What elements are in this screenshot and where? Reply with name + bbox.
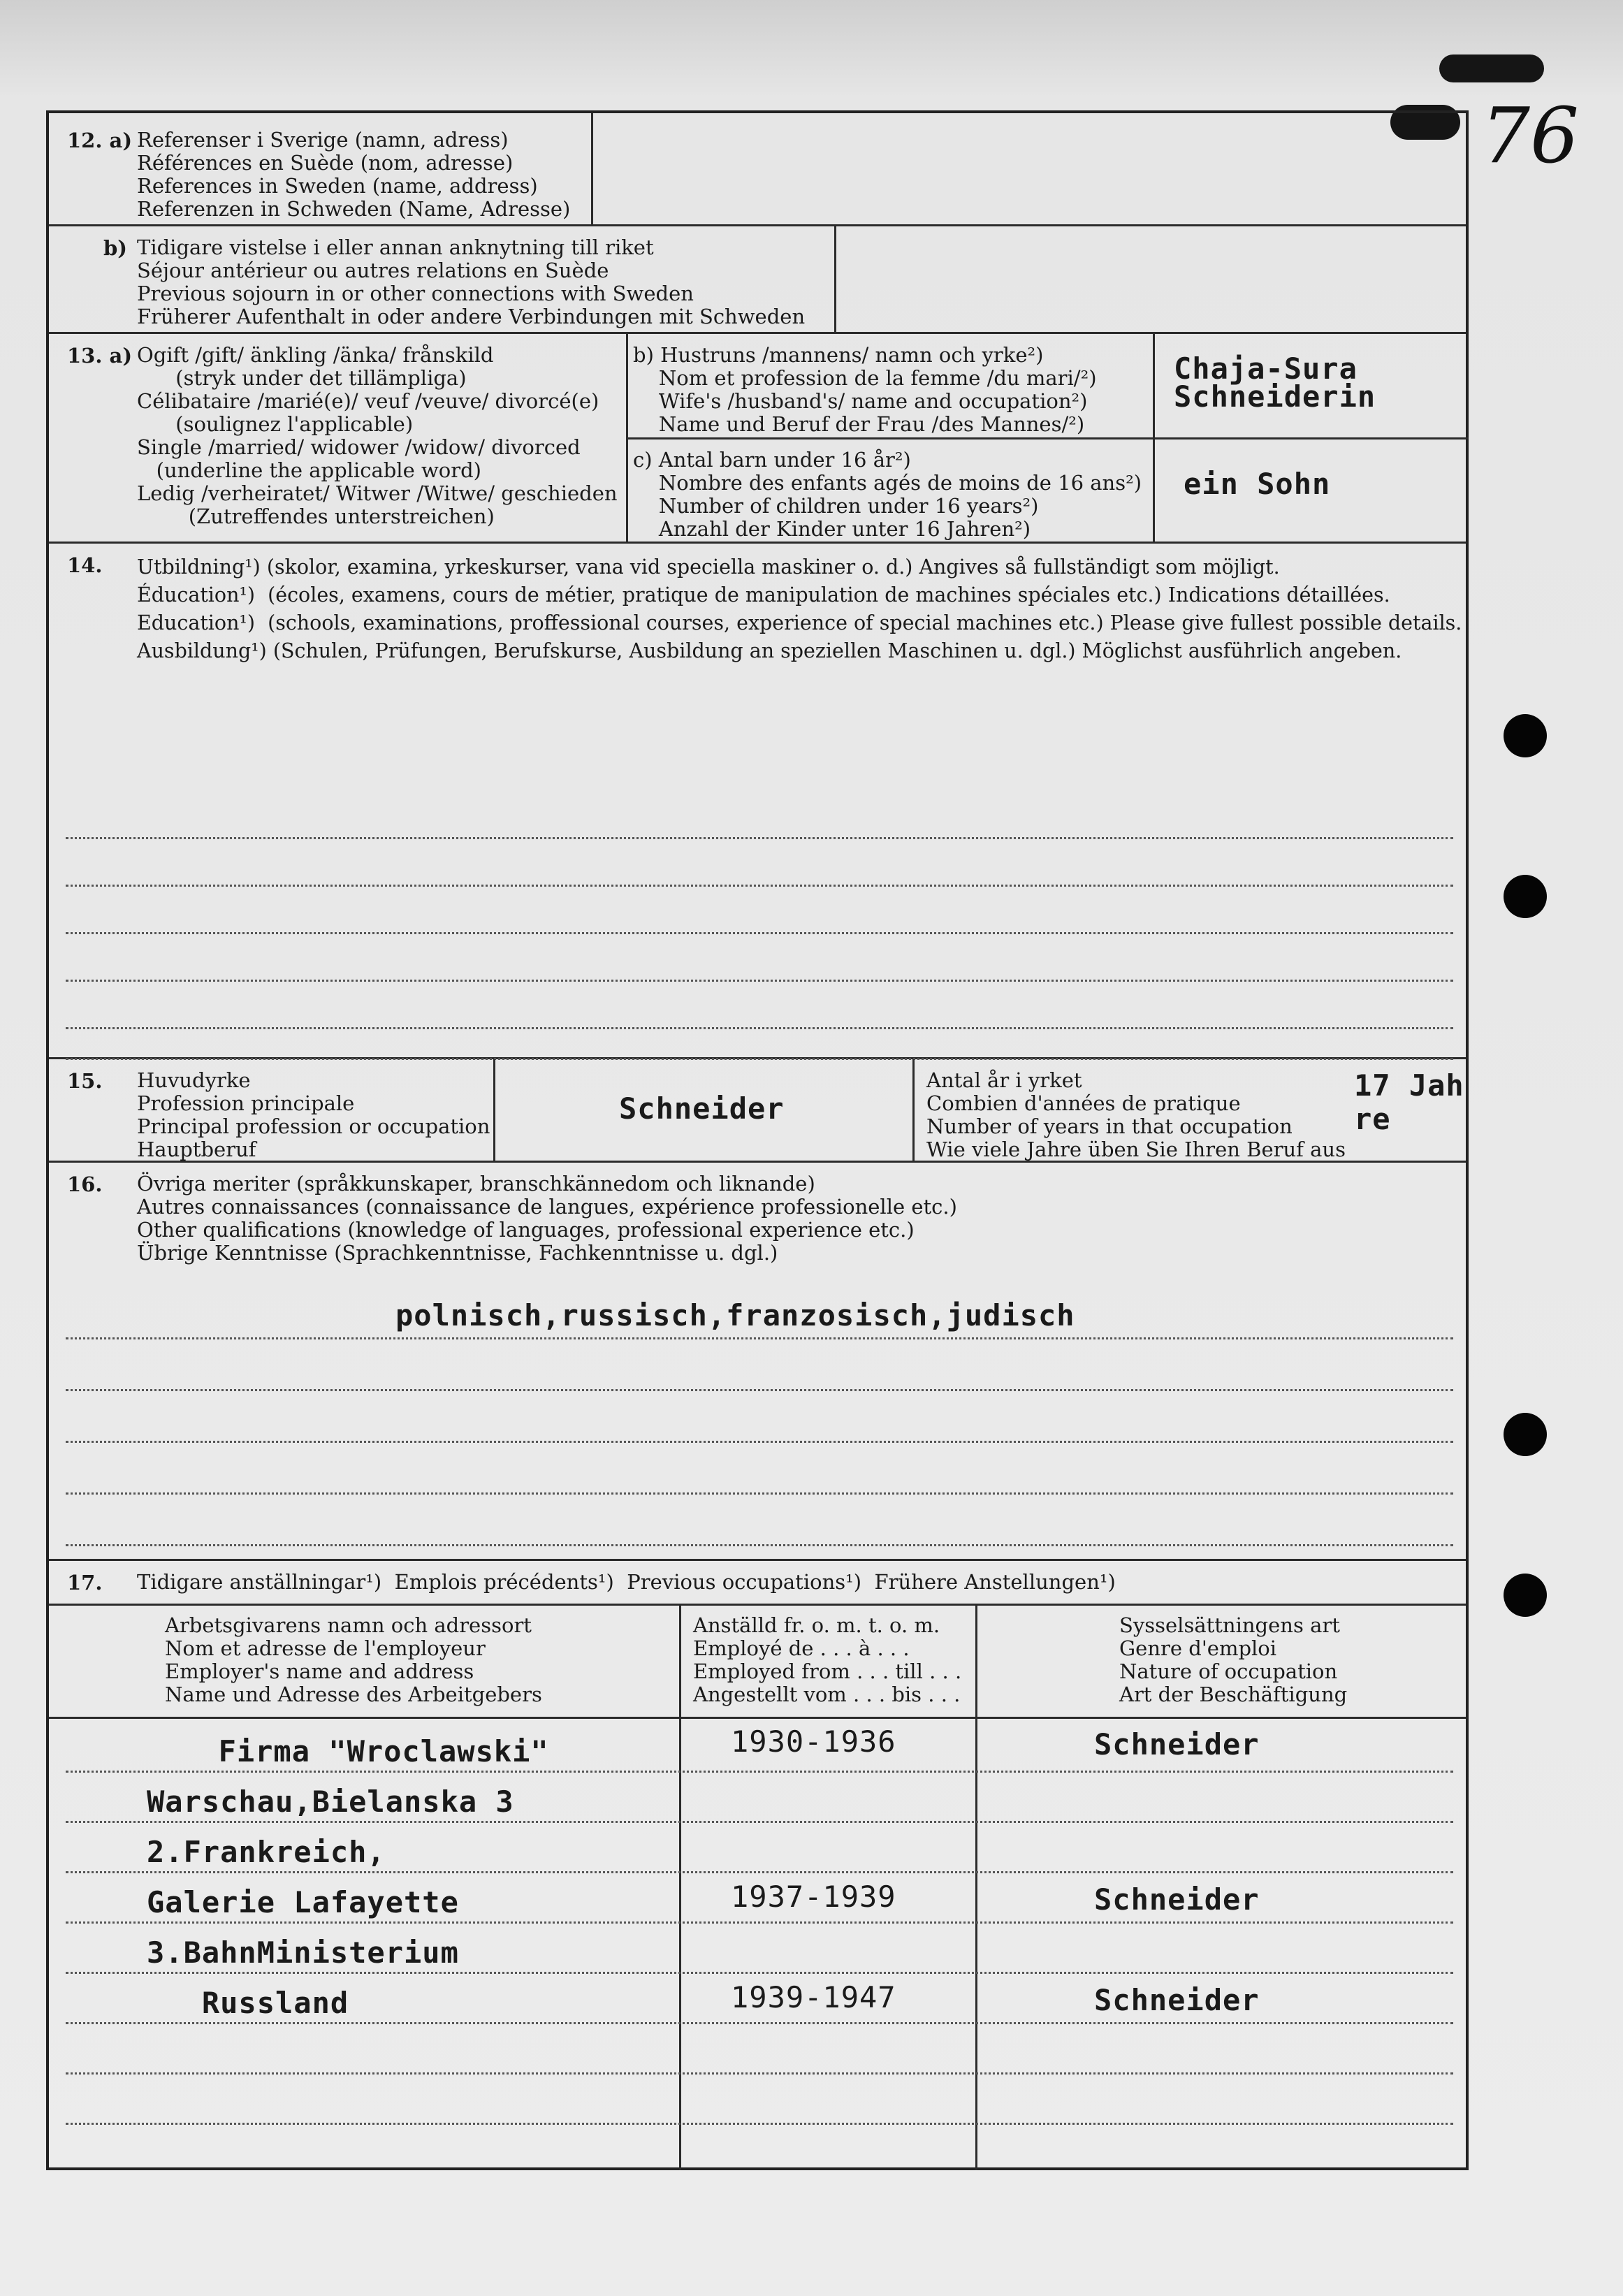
spouse-value: Chaja-Sura Schneiderin (1174, 351, 1376, 414)
other-qualifications-value: polnisch,russisch,franzosisch,judisch (395, 1298, 1075, 1332)
employer-line: Russland (147, 1986, 349, 2020)
section-number: 14. (67, 553, 103, 577)
employer-line: Warschau,Bielanska 3 (147, 1785, 514, 1819)
section-number: 15. (67, 1069, 103, 1093)
fill-line (66, 1441, 1453, 1443)
fill-line (66, 837, 1453, 839)
fill-line (66, 2123, 1453, 2125)
fill-line (66, 980, 1453, 982)
punch-hole (1504, 714, 1547, 757)
section-17-headers (49, 1606, 1466, 1719)
section-17-title (49, 1561, 1466, 1606)
section-12b (49, 226, 1466, 334)
education-label: Utbildning¹) (skolor, examina, yrkeskurser, vana vid speciella maskiner o. d.) Angives så fullständigt som möjligt. Éducation¹) (écoles, examens, cours de métier, pratique de manipulation de machines spéciales etc.) Indications détaillées. Education¹) (schools, examinations, proffessional courses, experience of special machines etc.) Please give fullest possible details. Ausbildung¹) (Schulen, Prüfungen, Berufskurse, Ausbildung an speziellen Maschinen u. dgl.) Möglichst ausführlich angeben. (137, 555, 1462, 662)
punch-hole (1504, 875, 1547, 918)
employer-column-header: Arbetsgivarens namn och adressort Nom et adresse de l'employeur Employer's name and address Name und Adresse des Arbeitgebers (165, 1613, 542, 1706)
occupation-value: Schneider (1094, 1882, 1260, 1917)
section-15 (49, 1059, 1466, 1163)
fill-line (66, 932, 1453, 934)
fill-line (66, 1921, 1453, 1924)
other-qualifications-label: Övriga meriter (språkkunskaper, branschkännedom och liknande) Autres connaissances (connaissance de langues, expérience professionelle etc.) Other qualifications (knowledge of languages, professional experience etc.) Übrige Kenntnisse (Sprachkenntnisse, Fachkenntnisse u. dgl.) (137, 1172, 957, 1265)
fill-line (66, 1871, 1453, 1873)
fill-line (66, 1972, 1453, 1974)
section-16 (49, 1163, 1466, 1561)
employer-line: 3.BahnMinisterium (147, 1935, 459, 1970)
divider (493, 1059, 495, 1161)
section-number: 12. a) (67, 129, 133, 152)
fill-line (66, 1389, 1453, 1391)
years-in-occupation-value: 17 Jah re (1354, 1068, 1464, 1136)
fill-line (66, 1544, 1453, 1546)
divider (912, 1059, 915, 1161)
section-number: 13. a) (67, 344, 133, 368)
divider (591, 113, 593, 225)
section-letter: b) (103, 236, 127, 260)
employer-line: Galerie Lafayette (147, 1885, 459, 1919)
occupation-value: Schneider (1094, 1983, 1260, 2017)
fill-line (66, 1771, 1453, 1773)
section-12a (49, 113, 1466, 226)
principal-profession-value: Schneider (619, 1091, 785, 1126)
divider (626, 437, 1469, 439)
fill-line (66, 1821, 1453, 1823)
fill-line (66, 2072, 1453, 2075)
employment-table-body (49, 1719, 1466, 2170)
spouse-label: b) Hustruns /mannens/ namn och yrke²) Nom et profession de la femme /du mari/²) Wife's /husband's/ name and occupation²) Name und Beruf der Frau /des Mannes/²) (633, 343, 1097, 436)
previous-sojourn-label: Tidigare vistelse i eller annan anknytning till riket Séjour antérieur ou autres relations en Suède Previous sojourn in or other connections with Sweden Früherer Aufenthalt in oder andere Verbindungen mit Schweden (137, 235, 806, 328)
employer-line: 2.Frankreich, (147, 1835, 386, 1869)
fill-line (66, 2022, 1453, 2024)
occupation-column-header: Sysselsättningens art Genre d'emploi Nature of occupation Art der Beschäftigung (1119, 1613, 1348, 1706)
marital-status-label: Ogift /gift/ änkling /änka/ frånskild (stryk under det tillämpliga) Célibataire /marié(e)/ veuf /veuve/ divorcé(e) (soulignez l'applicable) Single /married/ widower /widow/ divorced (underline the applicable word) Ledig /verheiratet/ Witwer /Witwe/ geschieden (Zutreffendes unterstreichen) (137, 343, 618, 528)
children-value: ein Sohn (1184, 467, 1331, 501)
punch-hole (1504, 1413, 1547, 1456)
employment-period: 1939-1947 (731, 1980, 896, 2014)
employer-line: Firma "Wroclawski" (182, 1734, 549, 1768)
children-label: c) Antal barn under 16 år²) Nombre des enfants agés de moins de 16 ans²) Number of children under 16 years²) Anzahl der Kinder unter 16 Jahren²) (633, 448, 1142, 541)
punch-hole (1504, 1574, 1547, 1617)
section-14 (49, 544, 1466, 1059)
section-number: 17. (67, 1571, 103, 1594)
years-in-occupation-label: Antal år i yrket Combien d'années de pratique Number of years in that occupation Wie viele Jahre üben Sie Ihren Beruf aus (926, 1068, 1346, 1161)
employment-period: 1937-1939 (731, 1880, 896, 1914)
principal-profession-label: Huvudyrke Profession principale Principal profession or occupation Hauptberuf (137, 1068, 490, 1161)
fill-line (66, 1492, 1453, 1495)
employment-period: 1930-1936 (731, 1724, 896, 1759)
ink-smudge (1439, 55, 1544, 82)
divider (834, 226, 836, 333)
previous-occupations-title: Tidigare anställningar¹) Emplois précédents¹) Previous occupations¹) Frühere Anstellungen¹) (137, 1570, 1116, 1594)
section-13 (49, 334, 1466, 544)
section-number: 16. (67, 1172, 103, 1196)
references-label: Referenser i Sverige (namn, adress) Références en Suède (nom, adresse) References in Sweden (name, address) Referenzen in Schweden (Name, Adresse) (137, 128, 571, 221)
application-form (46, 110, 1469, 2170)
handwritten-page-number: 76 (1481, 91, 1579, 180)
period-column-header: Anställd fr. o. m. t. o. m. Employé de . . . à . . . Employed from . . . till . . . Angestellt vom . . . bis . . . (693, 1613, 962, 1706)
fill-line (66, 1337, 1453, 1339)
occupation-value: Schneider (1094, 1727, 1260, 1761)
fill-line (66, 885, 1453, 887)
fill-line (66, 1027, 1453, 1029)
